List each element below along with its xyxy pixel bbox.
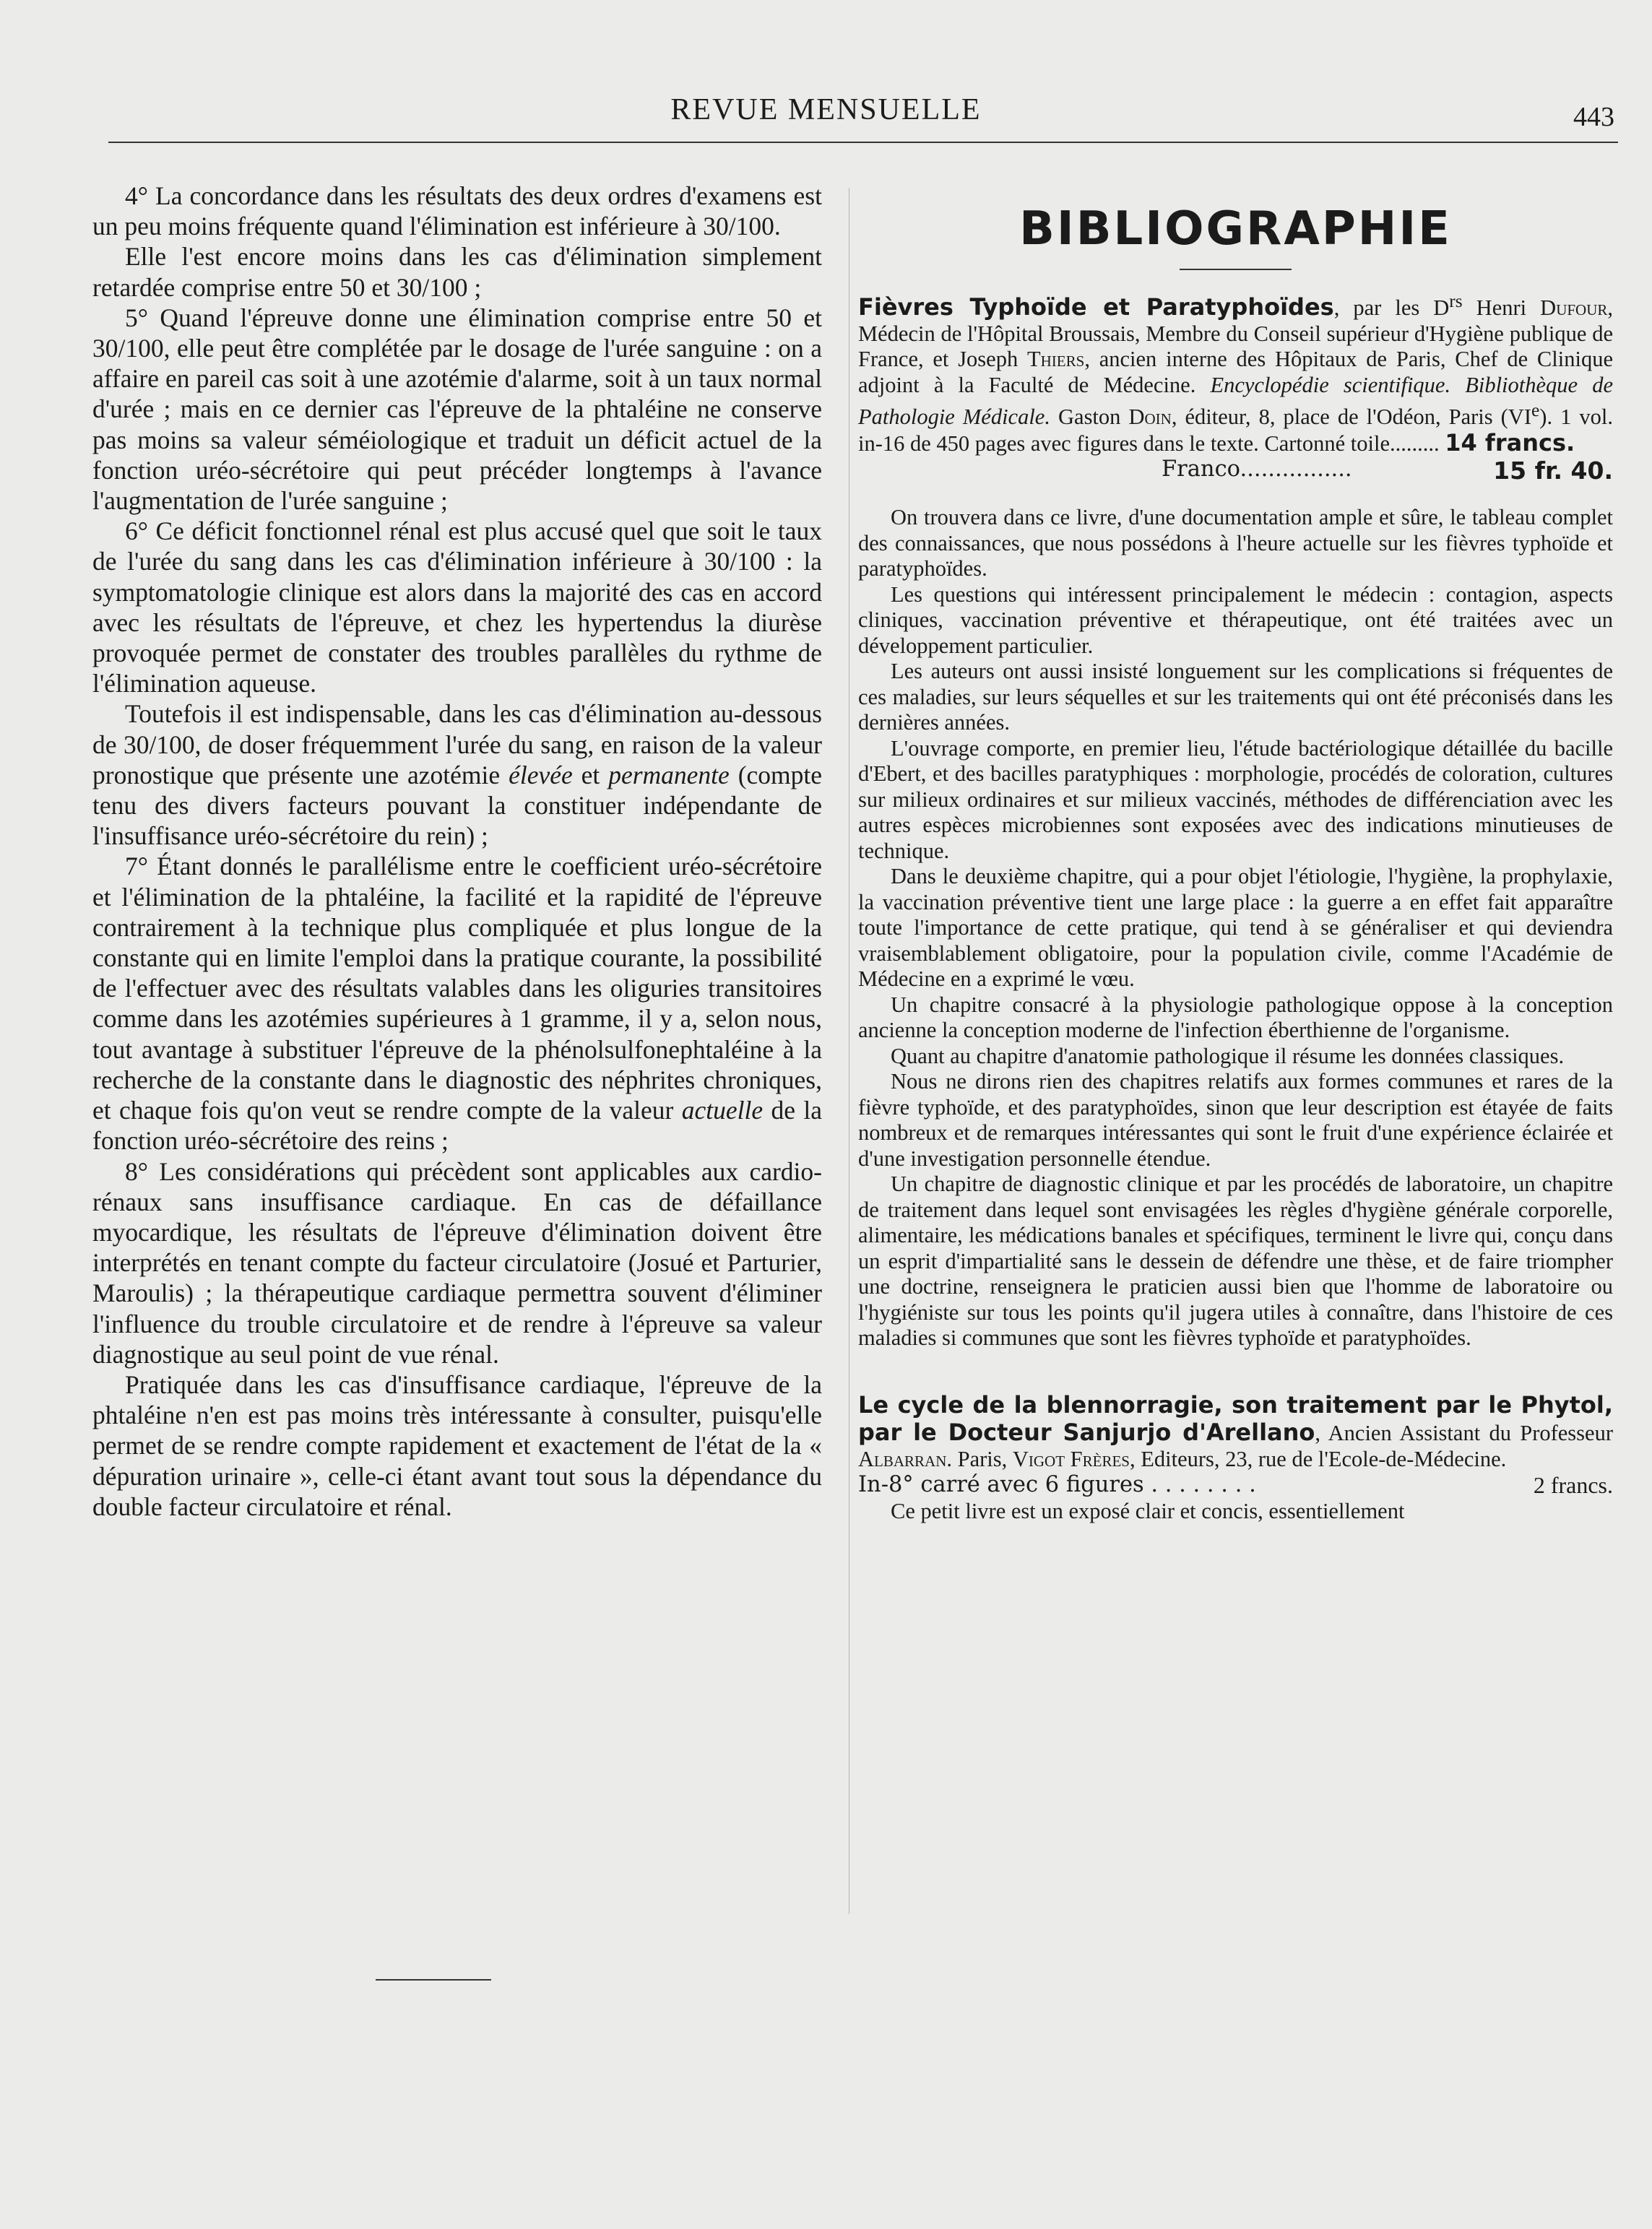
text-run: Henri (1462, 295, 1541, 321)
text-run: de la fonction uréo-sécrétoire des reins ; (92, 1096, 822, 1156)
review-paragraph: Un chapitre de diagnostic clinique et par les procédés de laboratoire, un chapitre de traitement dans lequel sont envisagées les règles d'hygiène générale corporelle, alimentaire, les médications banales et spécifiques, terminent le livre qui, conçu dans un esprit d'impartialité sans le dessein de défendre une thèse, et de faire triompher une doctrine, renseignera le praticien aussi bien que l'homme de laboratoire ou l'hygiéniste sur tous les points qu'il jugera utiles à connaître, dans l'histoire de ces maladies si communes que sont les fièvres typhoïde et paratyphoïdes. (858, 1172, 1613, 1351)
text-run: e (1531, 400, 1540, 421)
author-name: Thiers (1027, 347, 1085, 372)
emphasis-actuelle: actuelle (681, 1096, 764, 1125)
paragraph-5: 5° Quand l'épreuve donne une élimination comprise entre 50 et 30/100, elle peut être complétée par le dosage de l'urée sanguine : on a affaire en pareil cas soit à une azotémie d'alarme, soit à un taux normal d'urée ; mais en ce dernier cas l'épreuve de la phtaléine ne conserve pas moins sa valeur séméiologique et traduit un déficit actuel de la fonction uréo-sécrétoire qui peut précéder longtemps à l'avance l'augmentation de l'urée sanguine ; (92, 303, 822, 516)
franco-label (1162, 456, 1352, 485)
review-paragraph: Les questions qui intéressent principalement le médecin : contagion, aspects cliniques, vaccination préventive et thérapeutique, ont été traitées avec un développement particulier. (858, 581, 1613, 658)
review-paragraph: Quant au chapitre d'anatomie pathologique il résume les données classiques. (891, 1043, 1565, 1068)
paragraph-pratiquee: Pratiquée dans les cas d'insuffisance cardiaque, l'épreuve de la phtaléine n'en est pas moins très intéressante à consulter, puisqu'elle permet de se rendre compte rapidement et exactement de l'état de la « dépuration urinaire », celle-ci étant avant tout sous la dépendance du double facteur circulatoire et rénal. (92, 1369, 822, 1521)
text-run: 7° Étant donnés le parallélisme entre le coefficient uréo-sécrétoire et l'élimination de la phtaléine, la facilité et la rapidité de l'épreuve contrairement à la technique plus compliquée et plus longue de la constante qui en limite l'emploi dans la pratique courante, la possibilité de l'effectuer avec des résultats valables dans les oliguries transitoires comme dans les azotémies supérieures à 1 gramme, il y a, selon nous, tout avantage à substituer l'épreuve de la phénolsulfonephtaléine à la recherche de la constante dans le diagnostic des néphrites chroniques, et chaque fois qu'on veut se rendre compte de la valeur (92, 852, 822, 1125)
paragraph-toutefois (92, 698, 822, 851)
header-rule (108, 142, 1618, 143)
review-paragraph: Dans le deuxième chapitre, qui a pour objet l'étiologie, l'hygiène, la prophylaxie, la vaccination préventive tient une large place : la guerre a en effet fait apparaître toute l'importance de cette pratique, qui tend à se généraliser et qui deviendra vraisemblablement obligatoire, pour la population civile, comme l'Académie de Médecine en a exprimé le vœu. (858, 864, 1613, 992)
bibliography-entry-2 (858, 1391, 1613, 1525)
leader-dots: ................ (1240, 456, 1352, 482)
review-paragraph: On trouvera dans ce livre, d'une documentation ample et sûre, le tableau complet des connaissances, que nous possédons à l'heure actuelle sur les fièvres typhoïde et paratyphoïdes. (858, 505, 1613, 581)
end-rule (376, 1979, 491, 1981)
franco-line (858, 456, 1613, 485)
paragraph-4b: Elle l'est encore moins dans les cas d'élimination simplement retardée comprise entre 50 et 30/100 ; (92, 242, 822, 302)
paragraph-8: 8° Les considérations qui précèdent sont applicables aux cardio-rénaux sans insuffisance cardiaque. En cas de défaillance myocardique, les résultats de l'épreuve d'élimination doivent être interprétés en tenant compte du facteur circulatoire (Josué et Parturier, Maroulis) ; la thérapeutique cardiaque permettra souvent d'éliminer l'influence du trouble circulatoire et de rendre à l'épreuve sa valeur diagnostique au seul point de vue rénal. (92, 1156, 822, 1369)
review-paragraph: L'ouvrage comporte, en premier lieu, l'étude bactériologique détaillée du bacille d'Ebert, et des bacilles paratyphiques : morphologie, procédés de coloration, cultures sur milieux ordinaires et sur milieux vaccinés, méthodes de différenciation avec les autres espèces microbiennes sont exposées avec des indications minutieuses de technique. (858, 735, 1613, 863)
paragraph-7 (92, 851, 822, 1156)
emphasis-elevee: élevée (509, 760, 573, 789)
price-line (858, 1472, 1613, 1499)
text-run: (compte tenu des divers facteurs pouvant la constituer indépendante de l'insuffisance uréo-sécrétoire du rein) ; (92, 760, 823, 851)
text-run: , Ancien Assistant du Professeur (1315, 1421, 1613, 1446)
section-title: BIBLIOGRAPHIE (1019, 202, 1452, 256)
text-run: et (572, 760, 609, 789)
text-run: , Editeurs, 23, rue de l'Ecole-de-Médecine. (1130, 1446, 1507, 1471)
author-name: Dufour (1540, 295, 1608, 321)
text-run: , par les D (1333, 295, 1450, 321)
entry-citation (858, 289, 1613, 456)
title-rule (1180, 269, 1292, 270)
text-run: . Paris, (946, 1446, 1013, 1471)
page-header (0, 0, 1652, 144)
review-paragraph: Les auteurs ont aussi insisté longuement sur les complications si fréquentes de ces maladies, sur leurs séquelles et sur les traitements qui ont été préconisés dans les dernières années. (858, 659, 1613, 735)
text-run: , ancien interne des Hôpitaux de Paris, Chef de Clinique adjoint à la Faculté de Médecine. (858, 347, 1613, 397)
review-paragraph: Ce petit livre est un exposé clair et concis, essentiellement (891, 1499, 1405, 1524)
price: 2 francs. (1533, 1472, 1613, 1499)
book-title: Fièvres Typhoïde et Paratyphoïdes (858, 293, 1334, 321)
paragraph-4: 4° La concordance dans les résultats des deux ordres d'examens est un peu moins fréquente quand l'élimination est inférieure à 30/100. (92, 181, 822, 241)
text-run: Franco (1162, 456, 1240, 482)
text-run: , éditeur, 8, place de l'Odéon, Paris (VI (1171, 404, 1531, 430)
publisher-name: Vigot Frères (1012, 1446, 1130, 1471)
person-name: Albarran (858, 1446, 947, 1471)
leader-dots: ......... (1390, 430, 1440, 456)
price: 14 francs. (1445, 428, 1575, 456)
review-text (858, 505, 1613, 1351)
left-column (92, 181, 822, 1522)
format-label (858, 1472, 1256, 1499)
emphasis-permanente: permanente (608, 760, 730, 789)
franco-price: 15 fr. 40. (1493, 456, 1613, 485)
review-paragraph: Un chapitre consacré à la physiologie pathologique oppose à la conception ancienne la conception moderne de l'infection éberthienne de l'organisme. (858, 992, 1613, 1043)
entry-citation (858, 1391, 1613, 1473)
page-number: 443 (1573, 102, 1614, 132)
book-title: Le cycle de la blennorragie, son traitement par le Phytol, par le Docteur Sanjurjo d'Arellano (858, 1390, 1613, 1447)
text-run: Gaston (1050, 404, 1129, 430)
running-title: REVUE MENSUELLE (670, 93, 982, 126)
text-run: rs (1449, 291, 1463, 311)
review-paragraph: Nous ne dirons rien des chapitres relatifs aux formes communes et rares de la fièvre typhoïde, et des paratyphoïdes, sinon que leur description est étayée de faits nombreux et de remarques intéressantes qui sont le fruit d'une expérience éclairée et d'une investigation personnelle étendue. (858, 1069, 1613, 1171)
bibliography-entry (858, 289, 1613, 485)
text-run: , Médecin de l'Hôpital Broussais, Membre du Conseil supérieur d'Hygiène publique de France, et Joseph (858, 295, 1614, 372)
right-column (858, 181, 1613, 1525)
publisher-name: Doin (1128, 404, 1172, 430)
text-run: ). 1 vol. in-16 de 450 pages avec figures dans le texte. Cartonné toile (858, 404, 1613, 456)
text-run: Toutefois il est indispensable, dans les cas d'élimination au-dessous de 30/100, de doser fréquemment l'urée du sang, en raison de la valeur pronostique que présente une azotémie (92, 699, 822, 789)
leader-dots: . . . . . . . . (1151, 1472, 1256, 1498)
paragraph-6: 6° Ce déficit fonctionnel rénal est plus accusé quel que soit le taux de l'urée du sang dans les cas d'élimination inférieure à 30/100 : la symptomatologie clinique est alors dans la majorité des cas en accord avec les résultats de l'épreuve, et chez les hypertendus la diurèse provoquée permet de constater des troubles parallèles du rythme de l'élimination aqueuse. (92, 516, 822, 698)
series-title: Encyclopédie scientifique. Bibliothèque de Pathologie Médicale. (858, 372, 1613, 430)
text-run: In-8° carré avec 6 figures (858, 1472, 1144, 1498)
